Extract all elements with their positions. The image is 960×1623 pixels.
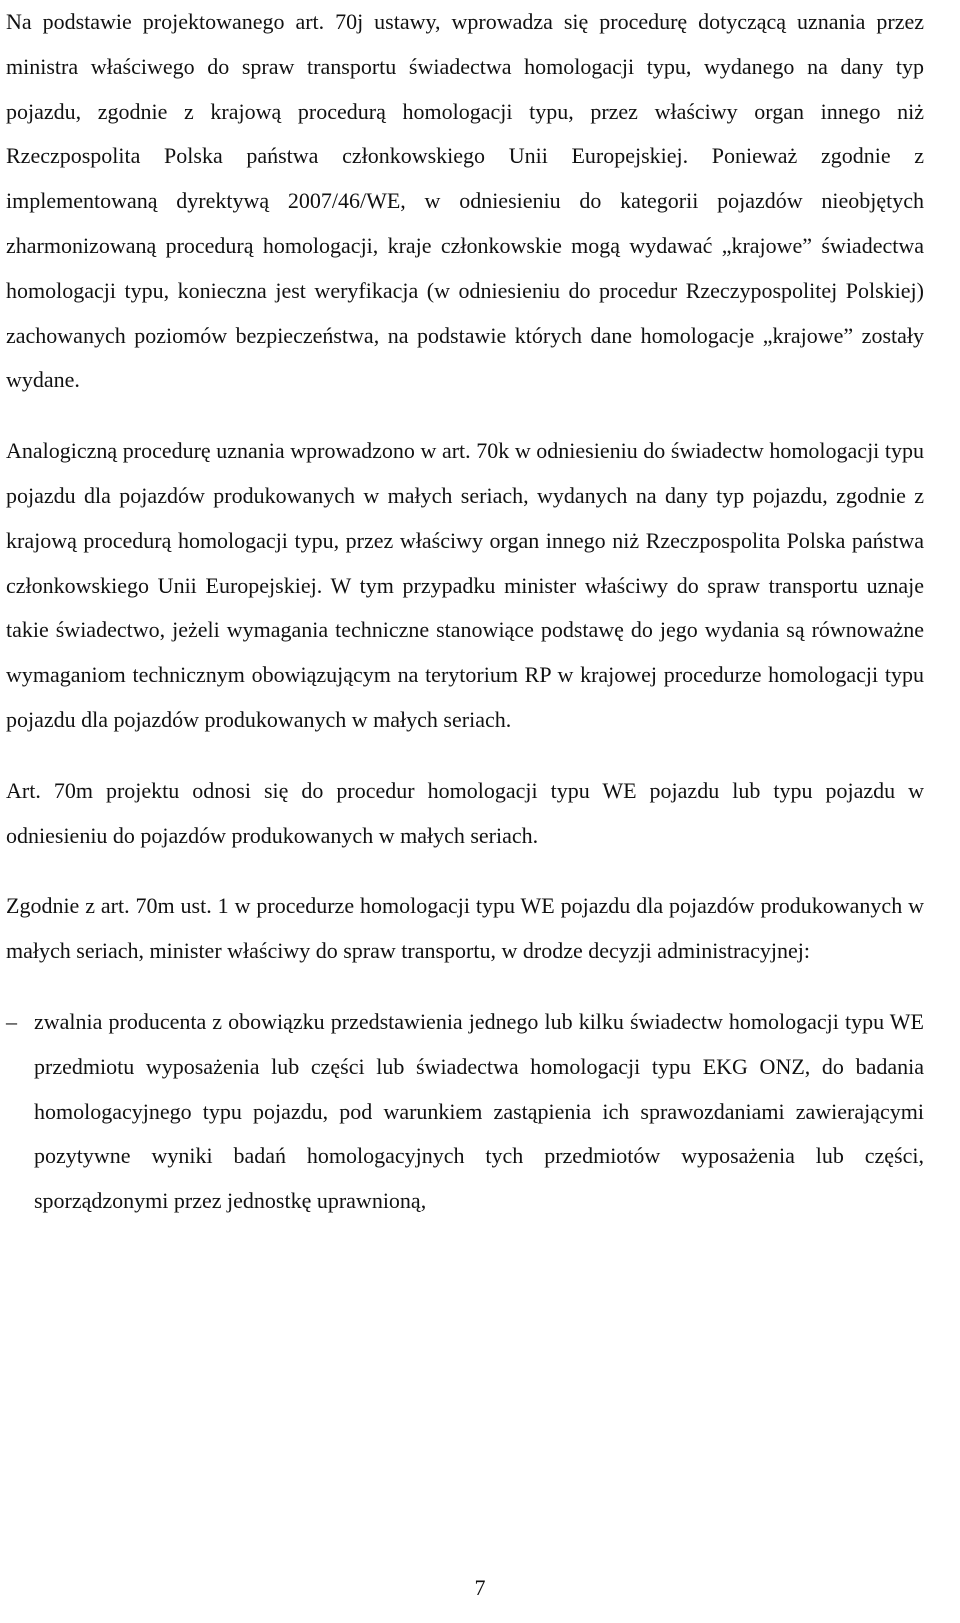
paragraph-gap: [6, 858, 924, 884]
paragraph-gap: [6, 974, 924, 1000]
page-number: 7: [474, 1575, 486, 1600]
document-page: [6, 0, 924, 1224]
paragraph-small-series-recognition: Analogiczną procedurę uznania wprowadzono w art. 70k w odniesieniu do świadectw homologacji typu pojazdu dla pojazdów produkowanych w małych seriach, wydanych na dany typ pojazdu, zgodnie z krajową procedurą homologacji typu, przez właściwy organ innego niż Rzeczpospolita Polska państwa członkowskiego Unii Europejskiej. W tym przypadku minister właściwy do spraw transportu uznaje takie świadectwo, jeżeli wymagania techniczne stanowiące podstawę do jego wydania są równoważne wymaganiom technicznym obowiązującym na terytorium RP w krajowej procedurze homologacji typu pojazdu dla pojazdów produkowanych w małych seriach.: [6, 438, 924, 732]
paragraph-art-70m: Art. 70m projektu odnosi się do procedur homologacji typu WE pojazdu lub typu pojazdu w odniesieniu do pojazdów produkowanych w małych seriach.: [6, 777, 924, 848]
list-dash-marker: –: [6, 1008, 17, 1034]
paragraph-art-70m-ust-1: Zgodnie z art. 70m ust. 1 w procedurze homologacji typu WE pojazdu dla pojazdów produkowanych w małych seriach, minister właściwy do spraw transportu, w drodze decyzji administracyjnej:: [6, 893, 924, 964]
list-item-text: zwalnia producenta z obowiązku przedstawienia jednego lub kilku świadectw homologacji typu WE przedmiotu wyposażenia lub części lub świadectwa homologacji typu EKG ONZ, do badania homologacyjnego typu pojazdu, pod warunkiem zastąpienia ich sprawozdaniami zawierającymi pozytywne wyniki badań homologacyjnych tych przedmiotów wyposażenia lub części, sporządzonymi przez jednostkę uprawnioną,: [34, 1008, 924, 1214]
paragraph-homologation-recognition: Na podstawie projektowanego art. 70j ustawy, wprowadza się procedurę dotyczącą uznania przez ministra właściwego do spraw transportu świadectwa homologacji typu, wydanego na dany typ pojazdu, zgodnie z krajową procedurą homologacji typu, przez właściwy organ innego niż Rzeczpospolita Polska państwa członkowskiego Unii Europejskiej. Ponieważ zgodnie z implementowaną dyrektywą 2007/46/WE, w odniesieniu do kategorii pojazdów nieobjętych zharmonizowaną procedurą homologacji, kraje członkowskie mogą wydawać „krajowe” świadectwa homologacji typu, konieczna jest weryfikacja (w odniesieniu do procedur Rzeczypospolitej Polskiej) zachowanych poziomów bezpieczeństwa, na podstawie których dane homologacje „krajowe” zostały wydane.: [6, 9, 924, 393]
list-item: [6, 1000, 924, 1224]
paragraph-gap: [6, 403, 924, 429]
paragraph-gap: [6, 743, 924, 769]
